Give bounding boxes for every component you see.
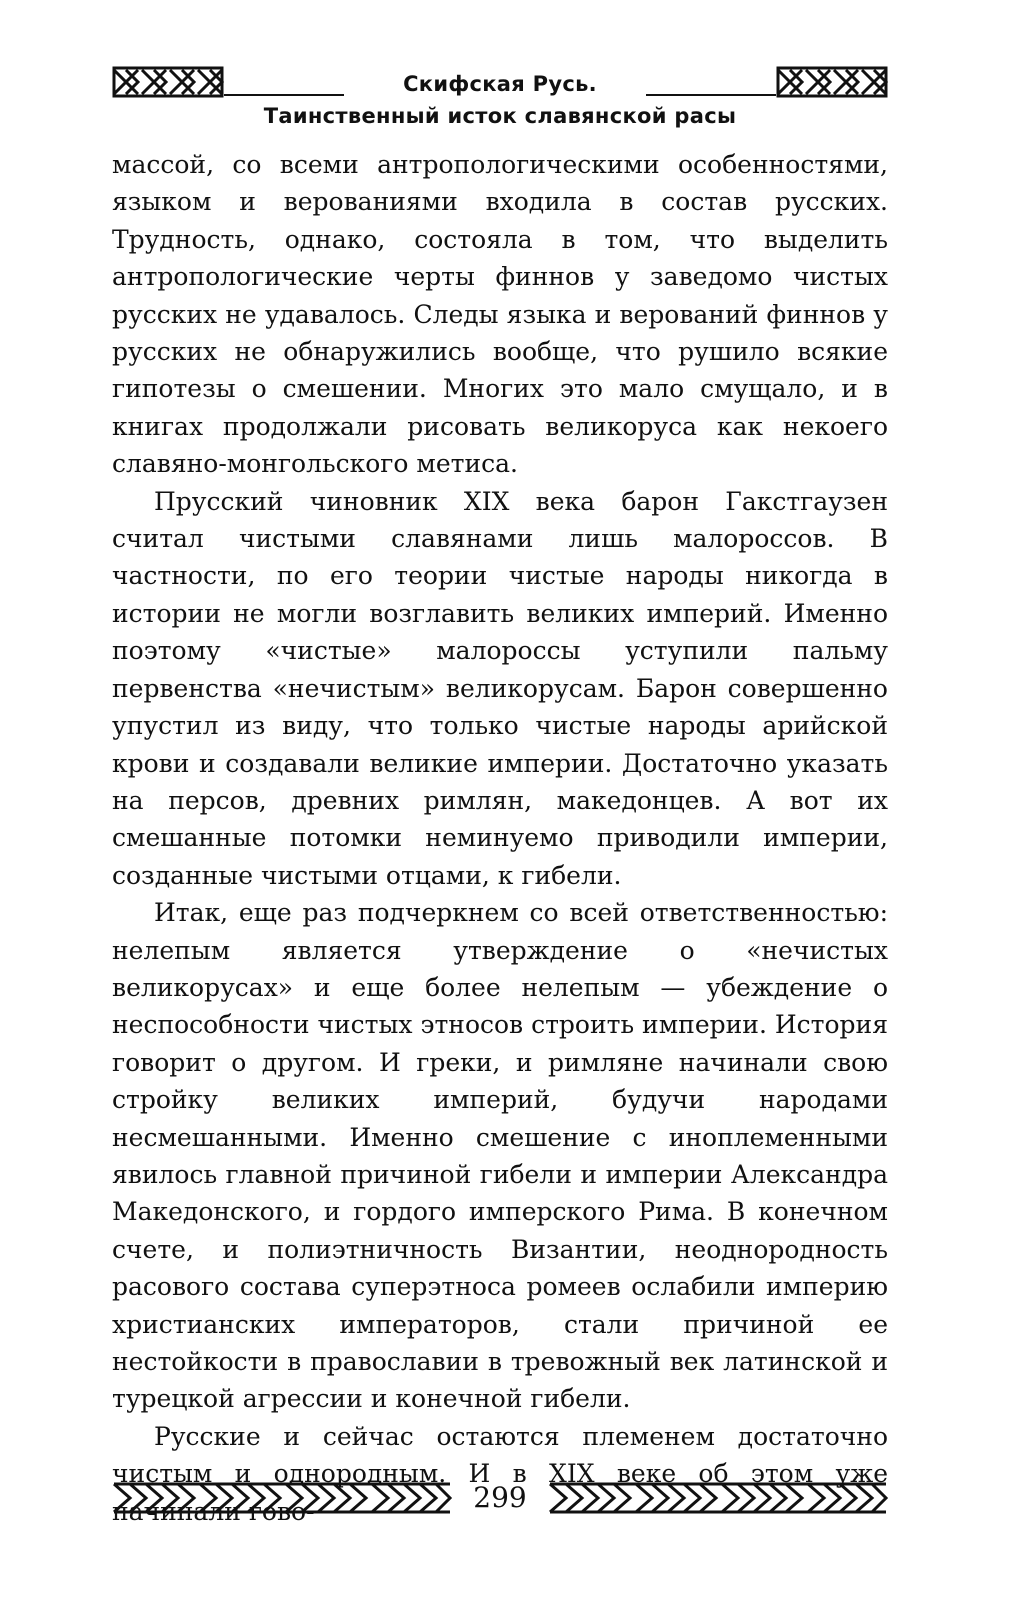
running-footer (112, 1480, 888, 1520)
paragraph: Русские и сейчас остаются племенем достаточно чистым и однородным. И в XIX веке об этом уже начинали гово- (112, 1421, 888, 1526)
header-title: Скифская Русь. (403, 72, 597, 96)
knot-ornament-icon (776, 64, 888, 100)
paragraph: Итак, еще раз подчеркнем со всей ответственностью: нелепым является утверждение о «нечистых великорусах» и еще более нелепым — убеждение о неспособности чистых этносов строить империи. История говорит о другом. И греки, и римляне начинали свою стройку великих империй, будучи народами несмешанными. Именно смешение с иноплеменными явилось главной причиной гибели и империи Александра Македонского, и гордого имперского Рима. В конечном счете, и полиэтничность Византии, неоднородность расового состава суперэтноса ромеев ослабили империю христианских императоров, стали причиной ее нестойкости в православии в тревожный век латинской и турецкой агрессии и конечной гибели. (112, 898, 888, 1414)
page-number: 299 (473, 1481, 527, 1514)
header-rule-right (646, 94, 776, 96)
running-header (112, 64, 888, 134)
page-body (112, 146, 888, 1530)
header-subtitle: Таинственный исток славянской расы (263, 104, 737, 128)
paragraph: массой, со всеми антропологическими особенностями, языком и верованиями входила в состав русских. Трудность, однако, состояла в том, что выделить антропологические черты финнов у заведомо чистых русских не удавалось. Следы языка и верований финнов у русских не обнаружились вообще, что рушило всякие гипотезы о смешении. Многих это мало смущало, и в книгах продолжали рисовать великоруса как некоего славяно-монгольского метиса. (112, 150, 888, 479)
paragraph: Прусский чиновник XIX века барон Гакстгаузен считал чистыми славянами лишь малороссов. В частности, по его теории чистые народы никогда в истории не могли возглавить великих империй. Именно поэтому «чистые» малороссы уступили пальму первенства «нечистым» великорусам. Барон совершенно упустил из виду, что только чистые народы арийской крови и создавали великие империи. Достаточно указать на персов, древних римлян, македонцев. А вот их смешанные потомки неминуемо приводили империи, созданные чистыми отцами, к гибели. (112, 486, 888, 890)
knot-ornament-icon (548, 1480, 888, 1516)
